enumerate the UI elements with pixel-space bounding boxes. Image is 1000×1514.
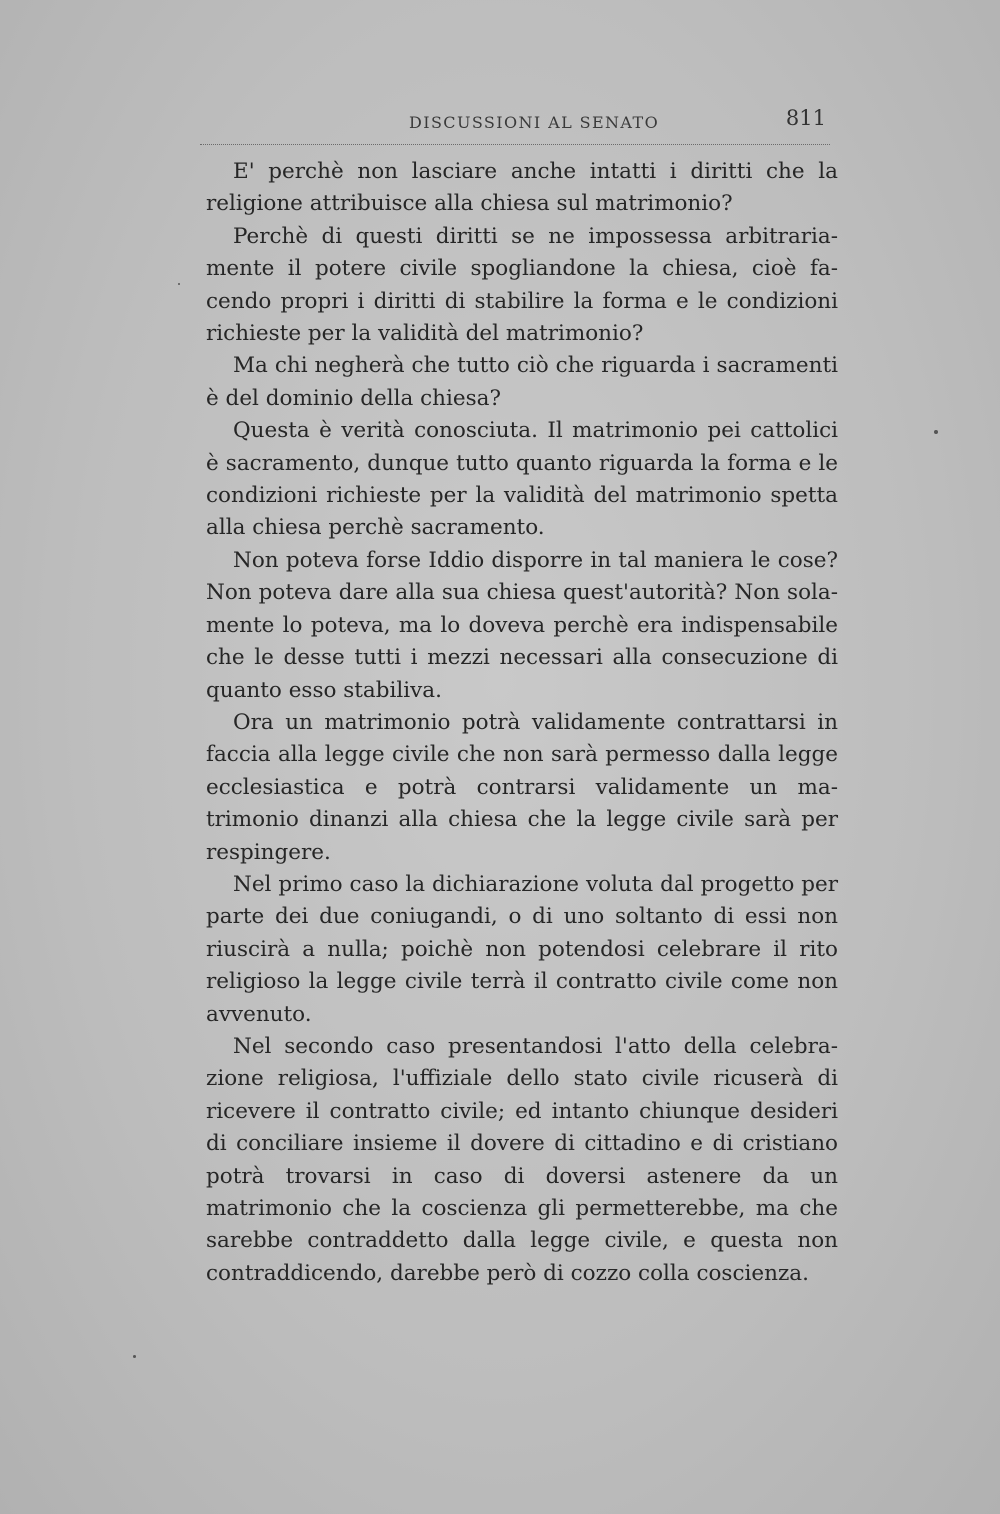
paragraph: Perchè di questi diritti se ne impossessa arbitrariamente il potere civile spogliandone la chiesa, cioè facendo propri i diritti di stabilire la forma e le condizioni richieste per la validità del matrimonio? (206, 223, 838, 347)
paragraph: Ora un matrimonio potrà validamente contrattarsi in faccia alla legge civile che non sarà permesso dalla legge ecclesiastica e potrà contrarsi validamente un matrimonio dinanzi alla chiesa che la legge civile sarà per respingere. (206, 709, 838, 865)
page-number: 811 (785, 106, 826, 130)
paper-speck (934, 430, 938, 434)
paper-speck (178, 283, 180, 285)
paragraph: E' perchè non lasciare anche intatti i diritti che la religione attribuisce alla chiesa sul matrimonio? (206, 159, 838, 217)
paragraph: Non poteva forse Iddio disporre in tal maniera le cose? Non poteva dare alla sua chiesa quest'autorità? Non solamente lo poteva, ma lo doveva perchè era indispensabile che le desse tutti i mezzi necessari alla consecuzione di quanto esso stabiliva. (206, 547, 838, 703)
page-header (200, 104, 830, 144)
paragraph: Questa è verità conosciuta. Il matrimonio pei cattolici è sacramento, dunque tutto quanto riguarda la forma e le condizioni richieste per la validità del matrimonio spetta alla chiesa perchè sacramento. (206, 418, 838, 541)
header-rule (200, 144, 830, 145)
running-title: DISCUSSIONI AL SENATO (409, 113, 660, 132)
body-text (206, 156, 838, 1290)
paragraph: Nel secondo caso presentandosi l'atto della celebrazione religiosa, l'uffiziale dello stato civile ricuserà di ricevere il contratto civile; ed intanto chiunque desideri di conciliare insieme il dovere di cittadino e di cristiano potrà trovarsi in caso di doversi astenere da un matrimonio che la coscienza gli permetterebbe, ma che sarebbe contraddetto dalla legge civile, e questa non contraddicendo, darebbe però di cozzo colla coscienza. (206, 1033, 838, 1286)
paper-speck (133, 1355, 136, 1358)
paragraph: Nel primo caso la dichiarazione voluta dal progetto per parte dei due coniugandi, o di uno soltanto di essi non riuscirà a nulla; poichè non potendosi celebrare il rito religioso la legge civile terrà il contratto civile come non avvenuto. (206, 871, 838, 1027)
paragraph: Ma chi negherà che tutto ciò che riguarda i sacramenti è del dominio della chiesa? (206, 353, 838, 411)
